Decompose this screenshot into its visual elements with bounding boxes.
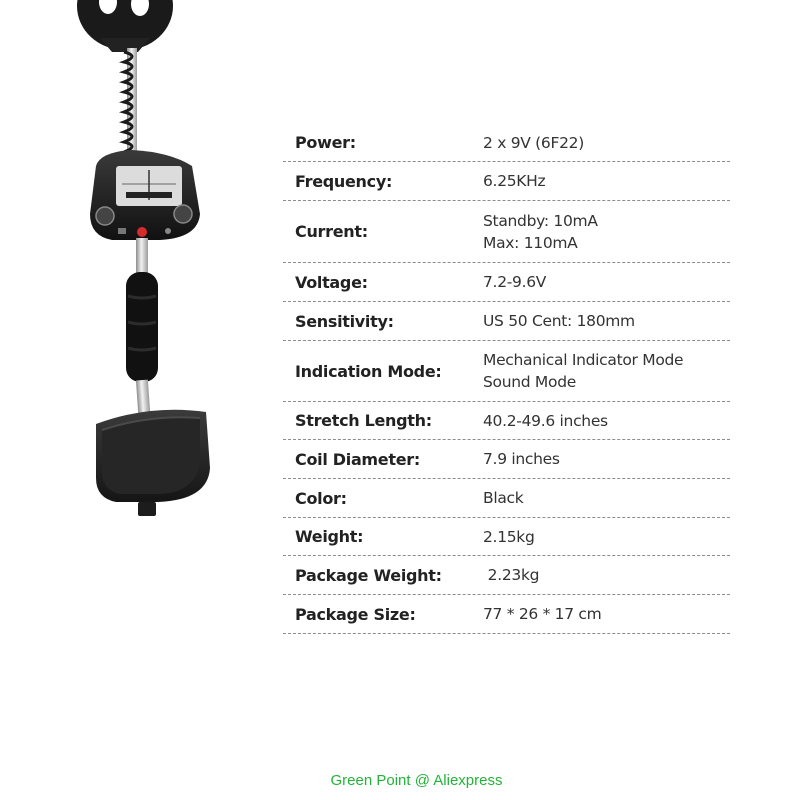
spec-row-sensitivity xyxy=(283,302,730,341)
spec-value: 7.9 inches xyxy=(483,450,560,468)
search-coil xyxy=(77,0,173,52)
spec-row-frequency xyxy=(283,162,730,201)
spec-value: Mechanical Indicator Mode Sound Mode xyxy=(483,351,684,391)
spec-label: Frequency: xyxy=(295,171,393,191)
spec-label: Coil Diameter: xyxy=(295,449,420,469)
arm-rest xyxy=(96,410,210,516)
spec-row-package-weight xyxy=(283,556,730,595)
spec-value: 2.15kg xyxy=(483,527,535,546)
spec-row-power xyxy=(283,124,730,162)
spec-row-weight xyxy=(283,518,730,556)
spec-row-current xyxy=(283,201,730,263)
spec-value: 7.2-9.6V xyxy=(483,273,547,291)
spec-row-coil-diameter xyxy=(283,440,730,479)
spec-label: Color: xyxy=(295,488,347,508)
metal-detector-image xyxy=(0,0,280,800)
spec-label: Weight: xyxy=(295,527,364,546)
spec-row-indication-mode xyxy=(283,341,730,402)
watermark: Green Point @ Aliexpress xyxy=(330,772,503,789)
spec-label: Stretch Length: xyxy=(295,411,432,430)
spec-value: 40.2-49.6 inches xyxy=(483,411,608,430)
spec-value: 77 * 26 * 17 cm xyxy=(483,605,602,623)
spec-row-package-size xyxy=(283,595,730,634)
spec-value: 2.23kg xyxy=(483,566,540,584)
spec-label: Indication Mode: xyxy=(295,361,442,381)
spec-label: Current: xyxy=(295,222,368,241)
spec-row-stretch-length xyxy=(283,402,730,440)
foam-grip xyxy=(126,272,158,382)
control-box xyxy=(90,150,200,240)
spec-label: Sensitivity: xyxy=(295,311,394,331)
spec-value: Standby: 10mA Max: 110mA xyxy=(483,211,598,252)
spec-value: Black xyxy=(483,489,524,507)
spec-row-color xyxy=(283,479,730,518)
coiled-cable xyxy=(124,48,137,156)
spec-row-voltage xyxy=(283,263,730,302)
spec-value: US 50 Cent: 180mm xyxy=(483,312,635,330)
spec-table xyxy=(283,124,730,634)
spec-value: 2 x 9V (6F22) xyxy=(483,133,584,152)
spec-value: 6.25KHz xyxy=(483,172,546,190)
spec-label: Package Weight: xyxy=(295,565,442,585)
spec-label: Package Size: xyxy=(295,604,416,624)
spec-label: Power: xyxy=(295,133,356,152)
spec-label: Voltage: xyxy=(295,272,368,292)
